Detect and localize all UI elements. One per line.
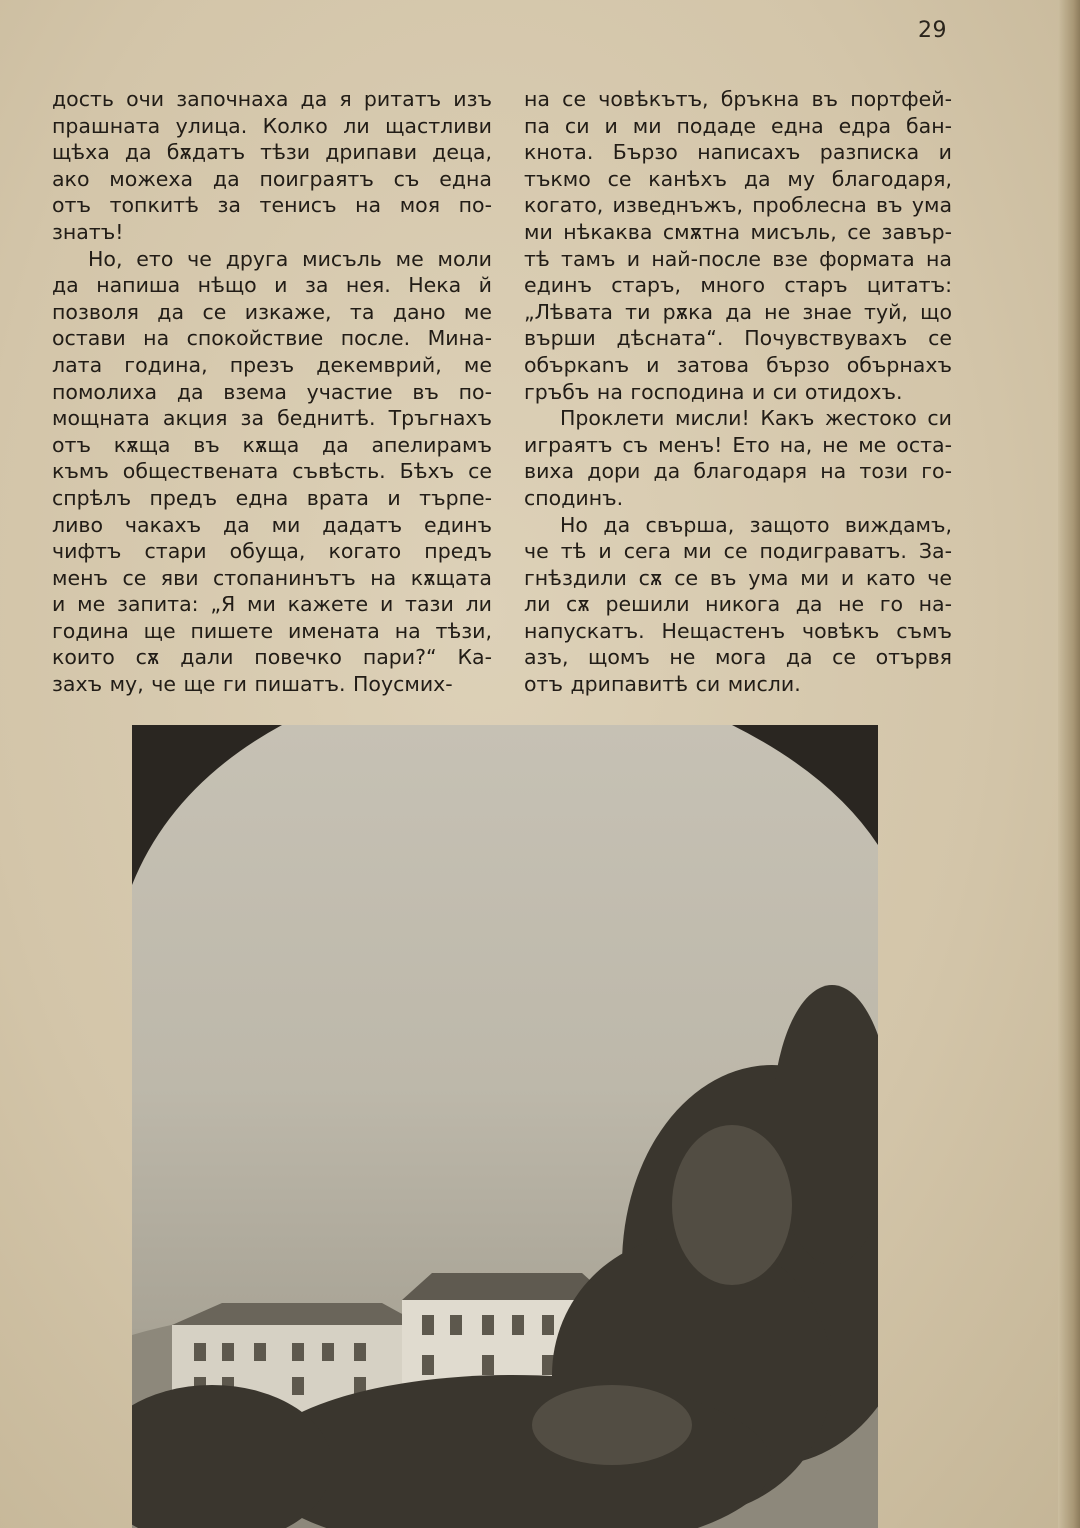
photo-vignette-right (732, 725, 878, 845)
text-line: тъкмо се канѣхъ да му благодаря, (524, 166, 952, 191)
text-line: отъ дрипавитѣ си мисли. (524, 672, 801, 697)
text-line: на се човѣкътъ, бръкна въ портфей- (524, 87, 952, 111)
text-line: гръбъ на господина и си отидохъ. (524, 379, 903, 404)
photo-illustration (132, 725, 878, 1528)
text-line: лата година, презъ декемврий, ме (52, 352, 492, 377)
text-line: ако можеха да поиграятъ съ една (52, 166, 492, 191)
text-line: виха дори да благодаря на този го- (524, 459, 952, 484)
text-line: помолиха да взема участие въ по- (52, 379, 492, 404)
text-line: отъ топкитѣ за тенисъ на моя по- (52, 193, 492, 218)
text-line: които сѫ дали повечко пари?“ Ка- (52, 645, 492, 670)
text-line: когато, изведнъжъ, проблесна въ ума (524, 193, 952, 218)
text-line: къмъ обществената съвѣсть. Бѣхъ се (52, 459, 492, 484)
text-line: спрѣлъ предъ една врата и търпе- (52, 485, 492, 510)
text-line: мощната акция за беднитѣ. Тръгнахъ (52, 406, 492, 431)
text-line: гнѣздили сѫ се въ ума ми и като че (524, 565, 952, 590)
page-number: 29 (918, 18, 947, 43)
text-line: „Лѣвата ти рѫка да не знае туй, що (524, 299, 952, 324)
building-photograph (132, 725, 878, 1528)
text-line: единъ старъ, много старъ цитатъ: (524, 273, 952, 298)
text-line: позволя да се изкаже, та дано ме (52, 299, 492, 324)
text-line: кнота. Бързо написахъ разписка и (524, 140, 952, 165)
text-line: ли сѫ решили никога да не го на- (524, 592, 952, 617)
text-line: щѣха да бѫдатъ тѣзи дрипави деца, (52, 140, 492, 165)
page-edge-shadow (1058, 0, 1080, 1528)
text-line: дость очи започнаха да я ритатъ изъ (52, 87, 492, 111)
text-line: захъ му, че ще ги пишатъ. Поусмих- (52, 672, 453, 697)
text-line: Но, ето че друга мисъль ме моли (88, 246, 492, 271)
text-line: играятъ съ менъ! Ето на, не ме оста- (524, 432, 952, 457)
text-line: сподинъ. (524, 485, 624, 510)
right-text-column (524, 86, 952, 698)
text-line: объркanъ и затова бързо обърнахъ (524, 352, 952, 377)
text-line: остави на спокойствие после. Мина- (52, 326, 492, 351)
text-line: прашната улица. Колко ли щастливи (52, 113, 492, 138)
text-line: менъ се яви стопанинътъ на кѫщата (52, 565, 492, 590)
text-line: отъ кѫща въ кѫща да апелирамъ (52, 432, 492, 457)
photo-vignette-left (132, 725, 282, 885)
text-line: да напиша нѣщо и за нея. Нека й (52, 273, 492, 298)
text-line: ми нѣкаква смѫтна мисъль, се завър- (524, 219, 952, 244)
text-line: Но да свърша, защото виждамъ, (560, 512, 952, 537)
text-line: знатъ! (52, 219, 124, 244)
text-line: Проклети мисли! Какъ жестоко си (560, 406, 952, 431)
left-text-column (52, 86, 492, 698)
text-line: па си и ми подаде една едра бан- (524, 113, 952, 138)
text-line: ливо чакахъ да ми дадатъ единъ (52, 512, 492, 537)
text-line: напускатъ. Нещастенъ човѣкъ съмъ (524, 618, 952, 643)
text-line: тѣ тамъ и най-после взе формата на (524, 246, 952, 271)
text-line: чифтъ стари обуща, когато предъ (52, 539, 492, 564)
text-line: че тѣ и сега ми се подиграватъ. За- (524, 539, 952, 564)
text-line: и ме запита: „Я ми кажете и тази ли (52, 592, 492, 617)
text-line: година ще пишете имената на тѣзи, (52, 618, 492, 643)
text-line: върши дѣсната“. Почувствувахъ се (524, 326, 952, 351)
text-line: азъ, щомъ не мога да се отървя (524, 645, 952, 670)
